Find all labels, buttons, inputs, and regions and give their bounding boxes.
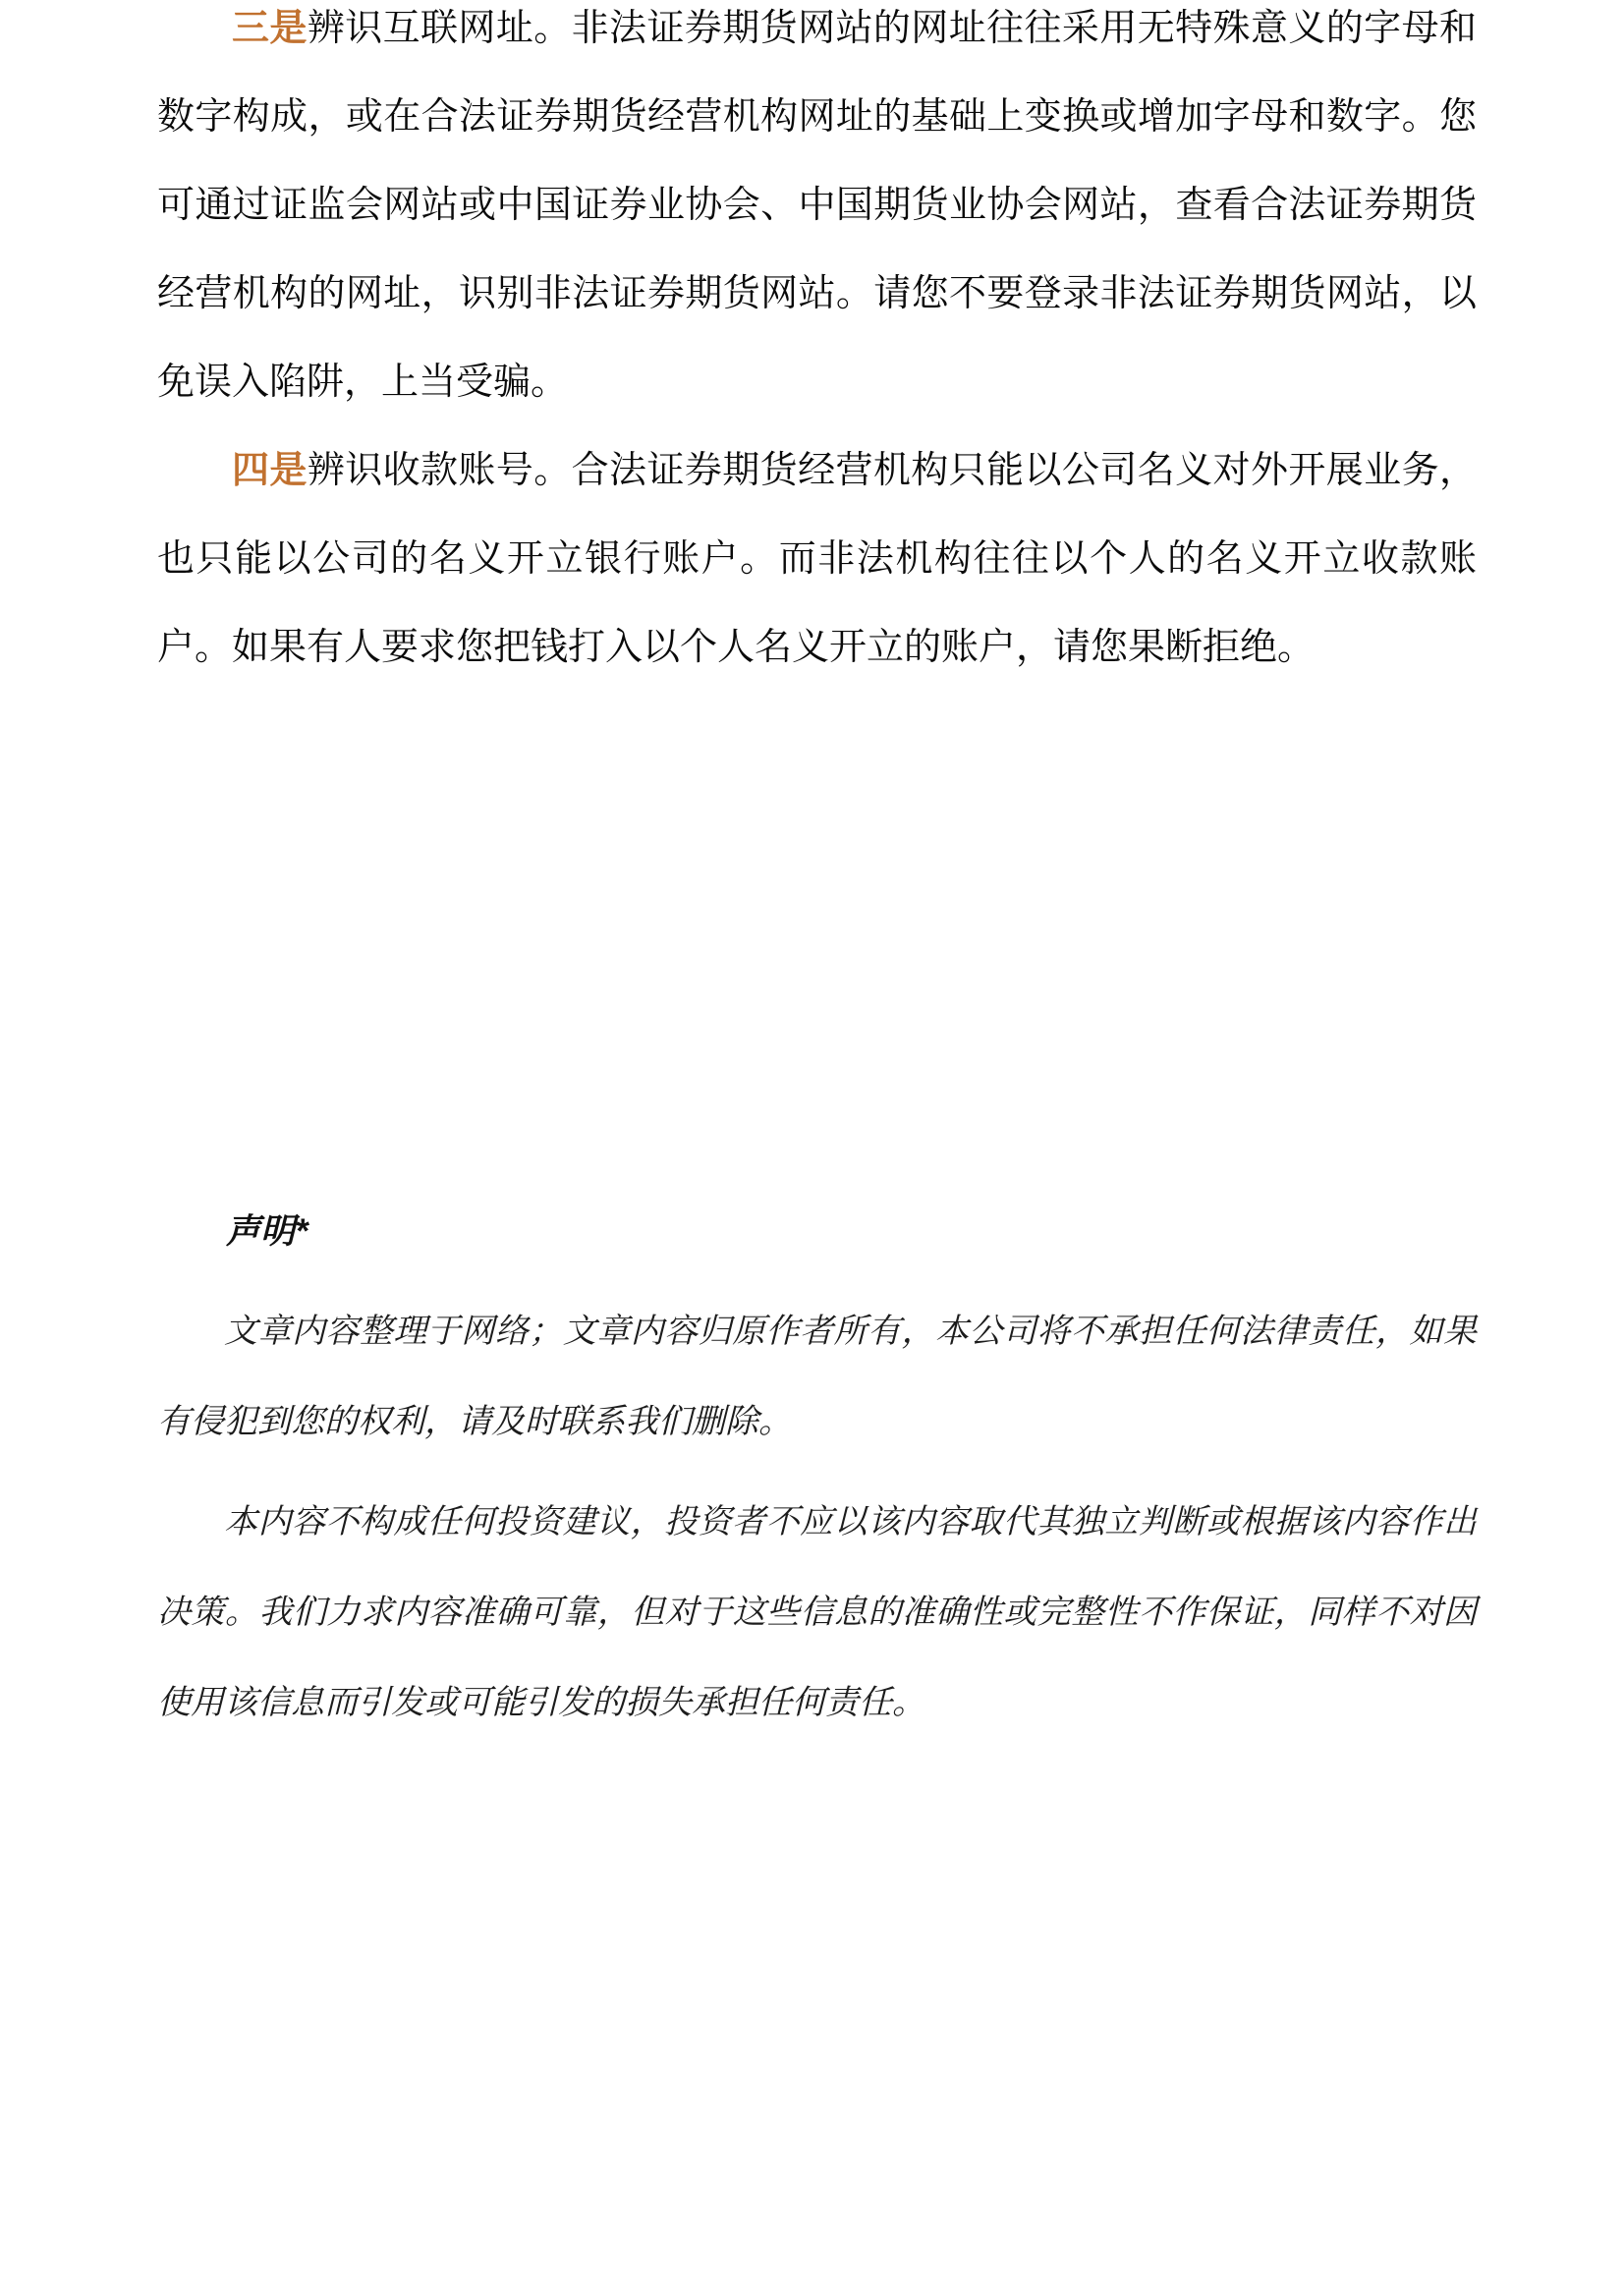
paragraph-text: 辨识收款账号。合法证券期货经营机构只能以公司名义对外开展业务，也只能以公司的名义开立银行账户。而非法机构往往以个人的名义开立收款账户。如果有人要求您把钱打入以个人名义开立的账户，请您果断拒绝。 [157,450,1477,668]
paragraph-lead-word: 三是 [232,8,308,49]
disclaimer-paragraph-1: 文章内容整理于网络；文章内容归原作者所有，本公司将不承担任何法律责任，如果有侵犯到您的权利，请及时联系我们删除。 [157,1313,1477,1440]
article-paragraph-3 [157,0,1477,426]
paragraph-text: 辨识互联网址。非法证券期货网站的网址往往采用无特殊意义的字母和数字构成，或在合法证券期货经营机构网址的基础上变换或增加字母和数字。您可通过证监会网站或中国证券业协会、中国期货业协会网站，查看合法证券期货经营机构的网址，识别非法证券期货网站。请您不要登录非法证券期货网站，以免误入陷阱，上当受骗。 [157,8,1477,403]
paragraph-lead-word: 四是 [232,450,308,491]
disclaimer-section [0,1188,1624,1748]
article-body [0,0,1624,692]
disclaimer-paragraph-2: 本内容不构成任何投资建议，投资者不应以该内容取代其独立判断或根据该内容作出决策。我们力求内容准确可靠，但对于这些信息的准确性或完整性不作保证，同样不对因使用该信息而引发或可能引发的损失承担任何责任。 [157,1503,1477,1721]
vertical-whitespace [0,692,1624,1188]
disclaimer-heading: 声明* [226,1212,308,1251]
article-paragraph-4 [157,426,1477,692]
